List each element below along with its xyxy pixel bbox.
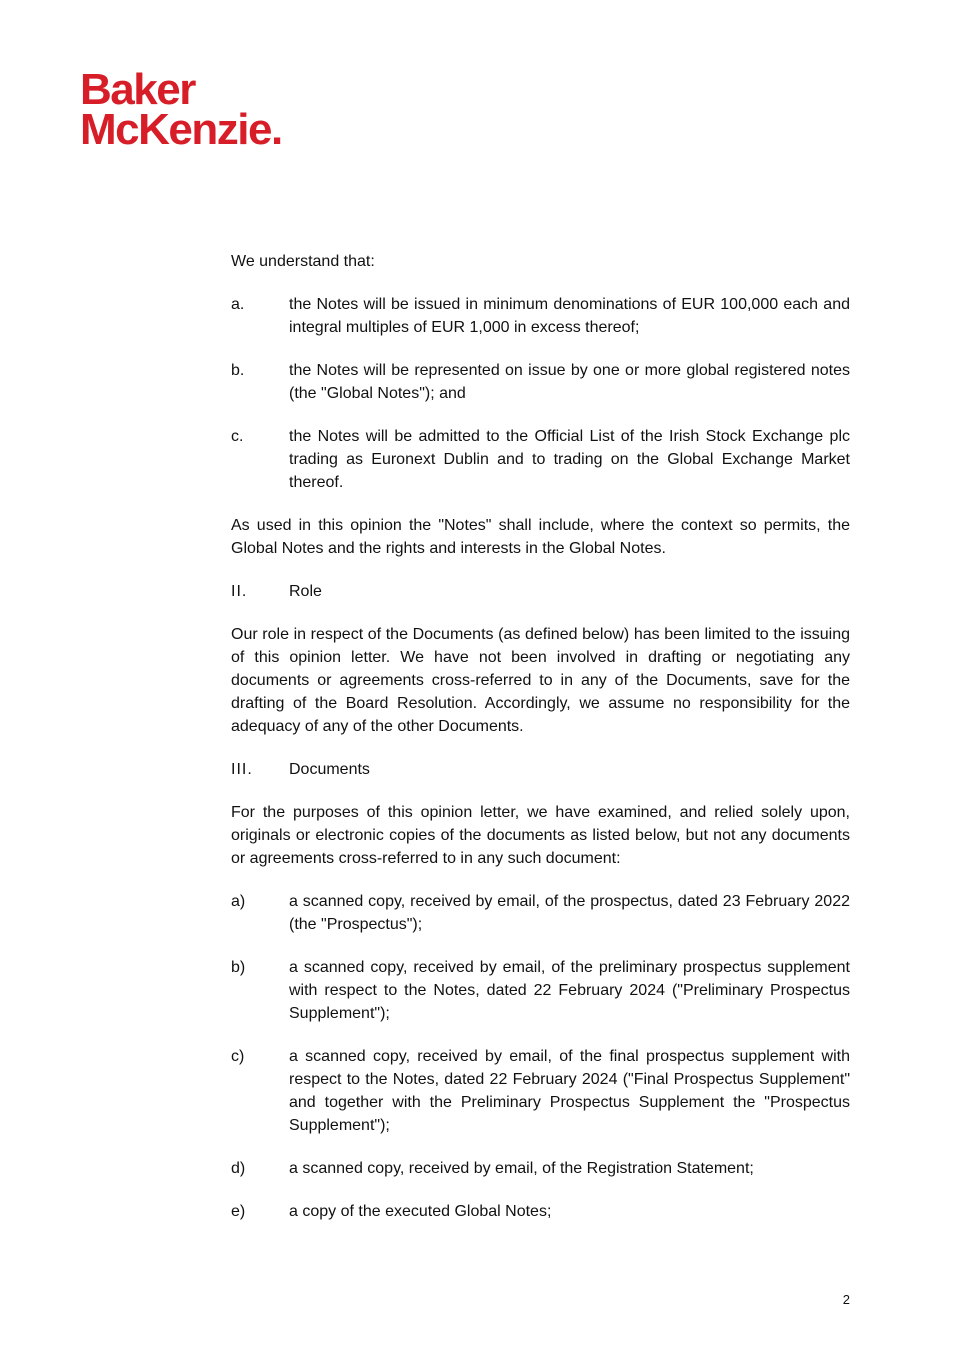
list-item	[231, 890, 850, 936]
list-item	[231, 425, 850, 494]
section-number: II.	[231, 583, 248, 600]
list-item-text: a scanned copy, received by email, of the preliminary prospectus supplement with respect to the Notes, dated 22 February 2024 ("Preliminary Prospectus Supplement");	[289, 959, 850, 1022]
list-item-label: b)	[231, 959, 246, 976]
section-heading-documents	[231, 758, 850, 781]
list-item-label: d)	[231, 1160, 246, 1177]
role-paragraph: Our role in respect of the Documents (as defined below) has been limited to the issuing of this opinion letter. We have not been involved in drafting or negotiating any documents or agreements cross-referred to in any of the Documents, save for the drafting of the Board Resolution. Accordingly, we assume no responsibility for the adequacy of any of the other Documents.	[231, 626, 850, 735]
baker-mckenzie-logo	[80, 65, 282, 154]
list-item-label: c.	[231, 428, 244, 445]
list-item-label: a)	[231, 893, 246, 910]
notes-definition-paragraph: As used in this opinion the "Notes" shall include, where the context so permits, the Global Notes and the rights and interests in the Global Notes.	[231, 517, 850, 557]
section-heading-role	[231, 580, 850, 603]
page-number: 2	[842, 1292, 850, 1307]
list-item	[231, 1157, 850, 1180]
list-item	[231, 293, 850, 339]
list-item-text: a scanned copy, received by email, of the final prospectus supplement with respect to the Notes, dated 22 February 2024 ("Final Prospectus Supplement" and together with the Preliminary Prospectus Supplement the "Prospectus Supplement");	[289, 1048, 850, 1134]
list-item	[231, 1200, 850, 1223]
document-body	[231, 250, 850, 1243]
list-item-text: a scanned copy, received by email, of the Registration Statement;	[289, 1160, 754, 1177]
section-number: III.	[231, 761, 253, 778]
list-item-label: e)	[231, 1203, 246, 1220]
list-item-text: the Notes will be represented on issue by one or more global registered notes (the "Global Notes"); and	[289, 362, 850, 402]
list-item-label: c)	[231, 1048, 245, 1065]
list-item	[231, 1045, 850, 1137]
list-item-text: a copy of the executed Global Notes;	[289, 1203, 552, 1220]
documents-paragraph: For the purposes of this opinion letter, we have examined, and relied solely upon, originals or electronic copies of the documents as listed below, but not any documents or agreements cross-referred to in any such document:	[231, 804, 850, 867]
list-item-text: the Notes will be issued in minimum denominations of EUR 100,000 each and integral multiples of EUR 1,000 in excess thereof;	[289, 296, 850, 336]
list-item-label: b.	[231, 362, 245, 379]
list-item-text: the Notes will be admitted to the Official List of the Irish Stock Exchange plc trading as Euronext Dublin and to trading on the Global Exchange Market thereof.	[289, 428, 850, 491]
list-item	[231, 956, 850, 1025]
section-title: Documents	[289, 761, 370, 778]
section-title: Role	[289, 583, 322, 600]
list-item-text: a scanned copy, received by email, of the prospectus, dated 23 February 2022 (the "Prospectus");	[289, 893, 850, 933]
logo-line-baker: Baker	[80, 65, 195, 114]
logo-line-mckenzie: McKenzie.	[80, 105, 282, 154]
list-item	[231, 359, 850, 405]
intro-paragraph: We understand that:	[231, 253, 375, 270]
list-item-label: a.	[231, 296, 245, 313]
